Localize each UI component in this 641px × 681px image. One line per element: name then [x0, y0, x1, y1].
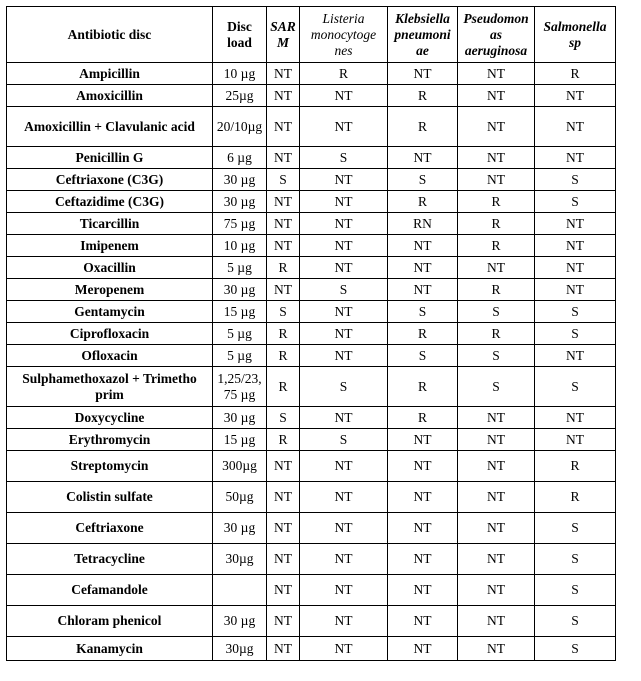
cell-name: Penicillin G — [7, 147, 213, 169]
cell-sarm: NT — [267, 482, 300, 513]
cell-load: 30µg — [213, 637, 267, 661]
cell-salmonella: NT — [535, 213, 616, 235]
cell-klebsiella: NT — [388, 482, 458, 513]
cell-klebsiella: NT — [388, 575, 458, 606]
cell-listeria: NT — [300, 637, 388, 661]
cell-pseudomonas: NT — [458, 513, 535, 544]
table-row — [7, 107, 616, 147]
cell-klebsiella: NT — [388, 606, 458, 637]
cell-klebsiella: R — [388, 107, 458, 147]
cell-name: Ofloxacin — [7, 345, 213, 367]
cell-pseudomonas: NT — [458, 606, 535, 637]
table-row — [7, 544, 616, 575]
cell-pseudomonas: NT — [458, 544, 535, 575]
cell-sarm: NT — [267, 575, 300, 606]
cell-listeria: NT — [300, 257, 388, 279]
cell-name: Ampicillin — [7, 63, 213, 85]
cell-load: 30 µg — [213, 279, 267, 301]
cell-name: Gentamycin — [7, 301, 213, 323]
cell-sarm: NT — [267, 63, 300, 85]
cell-listeria: NT — [300, 606, 388, 637]
cell-name: Meropenem — [7, 279, 213, 301]
cell-listeria: NT — [300, 407, 388, 429]
table-row — [7, 451, 616, 482]
cell-pseudomonas: NT — [458, 575, 535, 606]
cell-salmonella: NT — [535, 279, 616, 301]
cell-listeria: NT — [300, 85, 388, 107]
table-row — [7, 147, 616, 169]
cell-name: Streptomycin — [7, 451, 213, 482]
cell-pseudomonas: R — [458, 213, 535, 235]
cell-klebsiella: NT — [388, 235, 458, 257]
cell-klebsiella: NT — [388, 429, 458, 451]
cell-pseudomonas: S — [458, 301, 535, 323]
cell-pseudomonas: R — [458, 235, 535, 257]
table-row — [7, 85, 616, 107]
cell-pseudomonas: NT — [458, 147, 535, 169]
cell-listeria: NT — [300, 191, 388, 213]
cell-klebsiella: R — [388, 323, 458, 345]
cell-klebsiella: R — [388, 191, 458, 213]
cell-name: Ceftazidime (C3G) — [7, 191, 213, 213]
cell-name: Chloram phenicol — [7, 606, 213, 637]
cell-listeria: NT — [300, 482, 388, 513]
cell-klebsiella: NT — [388, 63, 458, 85]
table-row — [7, 169, 616, 191]
cell-load: 30 µg — [213, 407, 267, 429]
cell-klebsiella: NT — [388, 451, 458, 482]
cell-klebsiella: NT — [388, 147, 458, 169]
cell-salmonella: S — [535, 301, 616, 323]
cell-listeria: NT — [300, 345, 388, 367]
table-row — [7, 191, 616, 213]
table-row — [7, 235, 616, 257]
cell-salmonella: NT — [535, 345, 616, 367]
cell-salmonella: S — [535, 637, 616, 661]
cell-listeria: NT — [300, 235, 388, 257]
table-row — [7, 575, 616, 606]
cell-salmonella: NT — [535, 147, 616, 169]
cell-name: Ciprofloxacin — [7, 323, 213, 345]
cell-listeria: NT — [300, 544, 388, 575]
cell-sarm: NT — [267, 85, 300, 107]
cell-sarm: S — [267, 301, 300, 323]
cell-sarm: NT — [267, 235, 300, 257]
cell-pseudomonas: NT — [458, 637, 535, 661]
cell-load: 30 µg — [213, 513, 267, 544]
cell-name: Tetracycline — [7, 544, 213, 575]
cell-load: 30 µg — [213, 191, 267, 213]
table-row — [7, 301, 616, 323]
cell-salmonella: S — [535, 575, 616, 606]
cell-salmonella: NT — [535, 235, 616, 257]
cell-sarm: NT — [267, 279, 300, 301]
cell-name: Ceftriaxone (C3G) — [7, 169, 213, 191]
cell-load: 10 µg — [213, 63, 267, 85]
table-row — [7, 407, 616, 429]
cell-listeria: NT — [300, 107, 388, 147]
cell-pseudomonas: NT — [458, 407, 535, 429]
cell-pseudomonas: R — [458, 191, 535, 213]
cell-salmonella: NT — [535, 257, 616, 279]
cell-name: Kanamycin — [7, 637, 213, 661]
cell-listeria: NT — [300, 169, 388, 191]
cell-salmonella: S — [535, 191, 616, 213]
cell-sarm: NT — [267, 513, 300, 544]
cell-sarm: NT — [267, 544, 300, 575]
cell-listeria: S — [300, 279, 388, 301]
cell-listeria: NT — [300, 575, 388, 606]
cell-salmonella: S — [535, 169, 616, 191]
cell-pseudomonas: NT — [458, 429, 535, 451]
cell-klebsiella: R — [388, 367, 458, 407]
cell-pseudomonas: NT — [458, 482, 535, 513]
table-row — [7, 345, 616, 367]
table-row — [7, 637, 616, 661]
cell-sarm: NT — [267, 107, 300, 147]
cell-load: 30 µg — [213, 606, 267, 637]
table-row — [7, 279, 616, 301]
cell-name: Amoxicillin — [7, 85, 213, 107]
cell-klebsiella: NT — [388, 637, 458, 661]
cell-name: Imipenem — [7, 235, 213, 257]
cell-salmonella: NT — [535, 429, 616, 451]
cell-pseudomonas: NT — [458, 107, 535, 147]
cell-load: 300µg — [213, 451, 267, 482]
cell-sarm: S — [267, 169, 300, 191]
cell-name: Ticarcillin — [7, 213, 213, 235]
table-row — [7, 213, 616, 235]
cell-name: Cefamandole — [7, 575, 213, 606]
table-row — [7, 257, 616, 279]
table-row — [7, 63, 616, 85]
cell-load: 15 µg — [213, 429, 267, 451]
cell-load: 30µg — [213, 544, 267, 575]
cell-pseudomonas: NT — [458, 85, 535, 107]
cell-load: 30 µg — [213, 169, 267, 191]
header-disc-load: Disc load — [213, 7, 267, 63]
cell-sarm: R — [267, 367, 300, 407]
header-listeria: Listeria monocytoge nes — [300, 7, 388, 63]
susceptibility-table — [6, 6, 616, 661]
cell-listeria: NT — [300, 301, 388, 323]
cell-name: Oxacillin — [7, 257, 213, 279]
cell-load: 15 µg — [213, 301, 267, 323]
cell-name: Ceftriaxone — [7, 513, 213, 544]
cell-salmonella: S — [535, 367, 616, 407]
cell-sarm: R — [267, 345, 300, 367]
cell-load: 10 µg — [213, 235, 267, 257]
header-antibiotic: Antibiotic disc — [7, 7, 213, 63]
cell-pseudomonas: S — [458, 367, 535, 407]
cell-load: 5 µg — [213, 323, 267, 345]
cell-load: 20/10µg — [213, 107, 267, 147]
cell-name: Amoxicillin + Clavulanic acid — [7, 107, 213, 147]
header-klebsiella: Klebsiella pneumoni ae — [388, 7, 458, 63]
cell-name: Erythromycin — [7, 429, 213, 451]
header-pseudomonas: Pseudomon as aeruginosa — [458, 7, 535, 63]
cell-listeria: R — [300, 63, 388, 85]
cell-listeria: NT — [300, 451, 388, 482]
header-salmonella: Salmonella sp — [535, 7, 616, 63]
cell-load: 6 µg — [213, 147, 267, 169]
cell-salmonella: S — [535, 513, 616, 544]
cell-sarm: R — [267, 429, 300, 451]
cell-pseudomonas: NT — [458, 63, 535, 85]
table-row — [7, 606, 616, 637]
cell-pseudomonas: R — [458, 279, 535, 301]
cell-salmonella: NT — [535, 407, 616, 429]
cell-listeria: NT — [300, 213, 388, 235]
cell-klebsiella: R — [388, 85, 458, 107]
cell-load: 50µg — [213, 482, 267, 513]
cell-klebsiella: RN — [388, 213, 458, 235]
cell-sarm: NT — [267, 606, 300, 637]
cell-load — [213, 575, 267, 606]
cell-load: 1,25/23, 75 µg — [213, 367, 267, 407]
table-row — [7, 429, 616, 451]
cell-salmonella: S — [535, 544, 616, 575]
cell-klebsiella: NT — [388, 513, 458, 544]
cell-sarm: R — [267, 323, 300, 345]
cell-pseudomonas: NT — [458, 451, 535, 482]
cell-pseudomonas: R — [458, 323, 535, 345]
cell-klebsiella: NT — [388, 257, 458, 279]
cell-name: Sulphamethoxazol + Trimetho prim — [7, 367, 213, 407]
cell-sarm: S — [267, 407, 300, 429]
cell-salmonella: S — [535, 323, 616, 345]
table-row — [7, 323, 616, 345]
cell-sarm: NT — [267, 637, 300, 661]
cell-listeria: S — [300, 147, 388, 169]
cell-salmonella: R — [535, 482, 616, 513]
cell-load: 75 µg — [213, 213, 267, 235]
cell-salmonella: S — [535, 606, 616, 637]
table-row — [7, 513, 616, 544]
cell-listeria: S — [300, 429, 388, 451]
table-row — [7, 367, 616, 407]
cell-load: 5 µg — [213, 257, 267, 279]
cell-sarm: NT — [267, 213, 300, 235]
table-row — [7, 482, 616, 513]
cell-sarm: NT — [267, 451, 300, 482]
cell-load: 25µg — [213, 85, 267, 107]
cell-klebsiella: R — [388, 407, 458, 429]
cell-sarm: R — [267, 257, 300, 279]
cell-sarm: NT — [267, 191, 300, 213]
cell-klebsiella: S — [388, 345, 458, 367]
cell-load: 5 µg — [213, 345, 267, 367]
cell-pseudomonas: S — [458, 345, 535, 367]
cell-listeria: S — [300, 367, 388, 407]
cell-klebsiella: S — [388, 301, 458, 323]
header-row — [7, 7, 616, 63]
cell-klebsiella: S — [388, 169, 458, 191]
cell-klebsiella: NT — [388, 544, 458, 575]
cell-listeria: NT — [300, 513, 388, 544]
cell-name: Colistin sulfate — [7, 482, 213, 513]
cell-pseudomonas: NT — [458, 257, 535, 279]
cell-salmonella: NT — [535, 85, 616, 107]
header-sarm: SAR M — [267, 7, 300, 63]
cell-salmonella: NT — [535, 107, 616, 147]
cell-klebsiella: NT — [388, 279, 458, 301]
cell-salmonella: R — [535, 451, 616, 482]
cell-pseudomonas: NT — [458, 169, 535, 191]
cell-salmonella: R — [535, 63, 616, 85]
cell-listeria: NT — [300, 323, 388, 345]
cell-sarm: NT — [267, 147, 300, 169]
cell-name: Doxycycline — [7, 407, 213, 429]
